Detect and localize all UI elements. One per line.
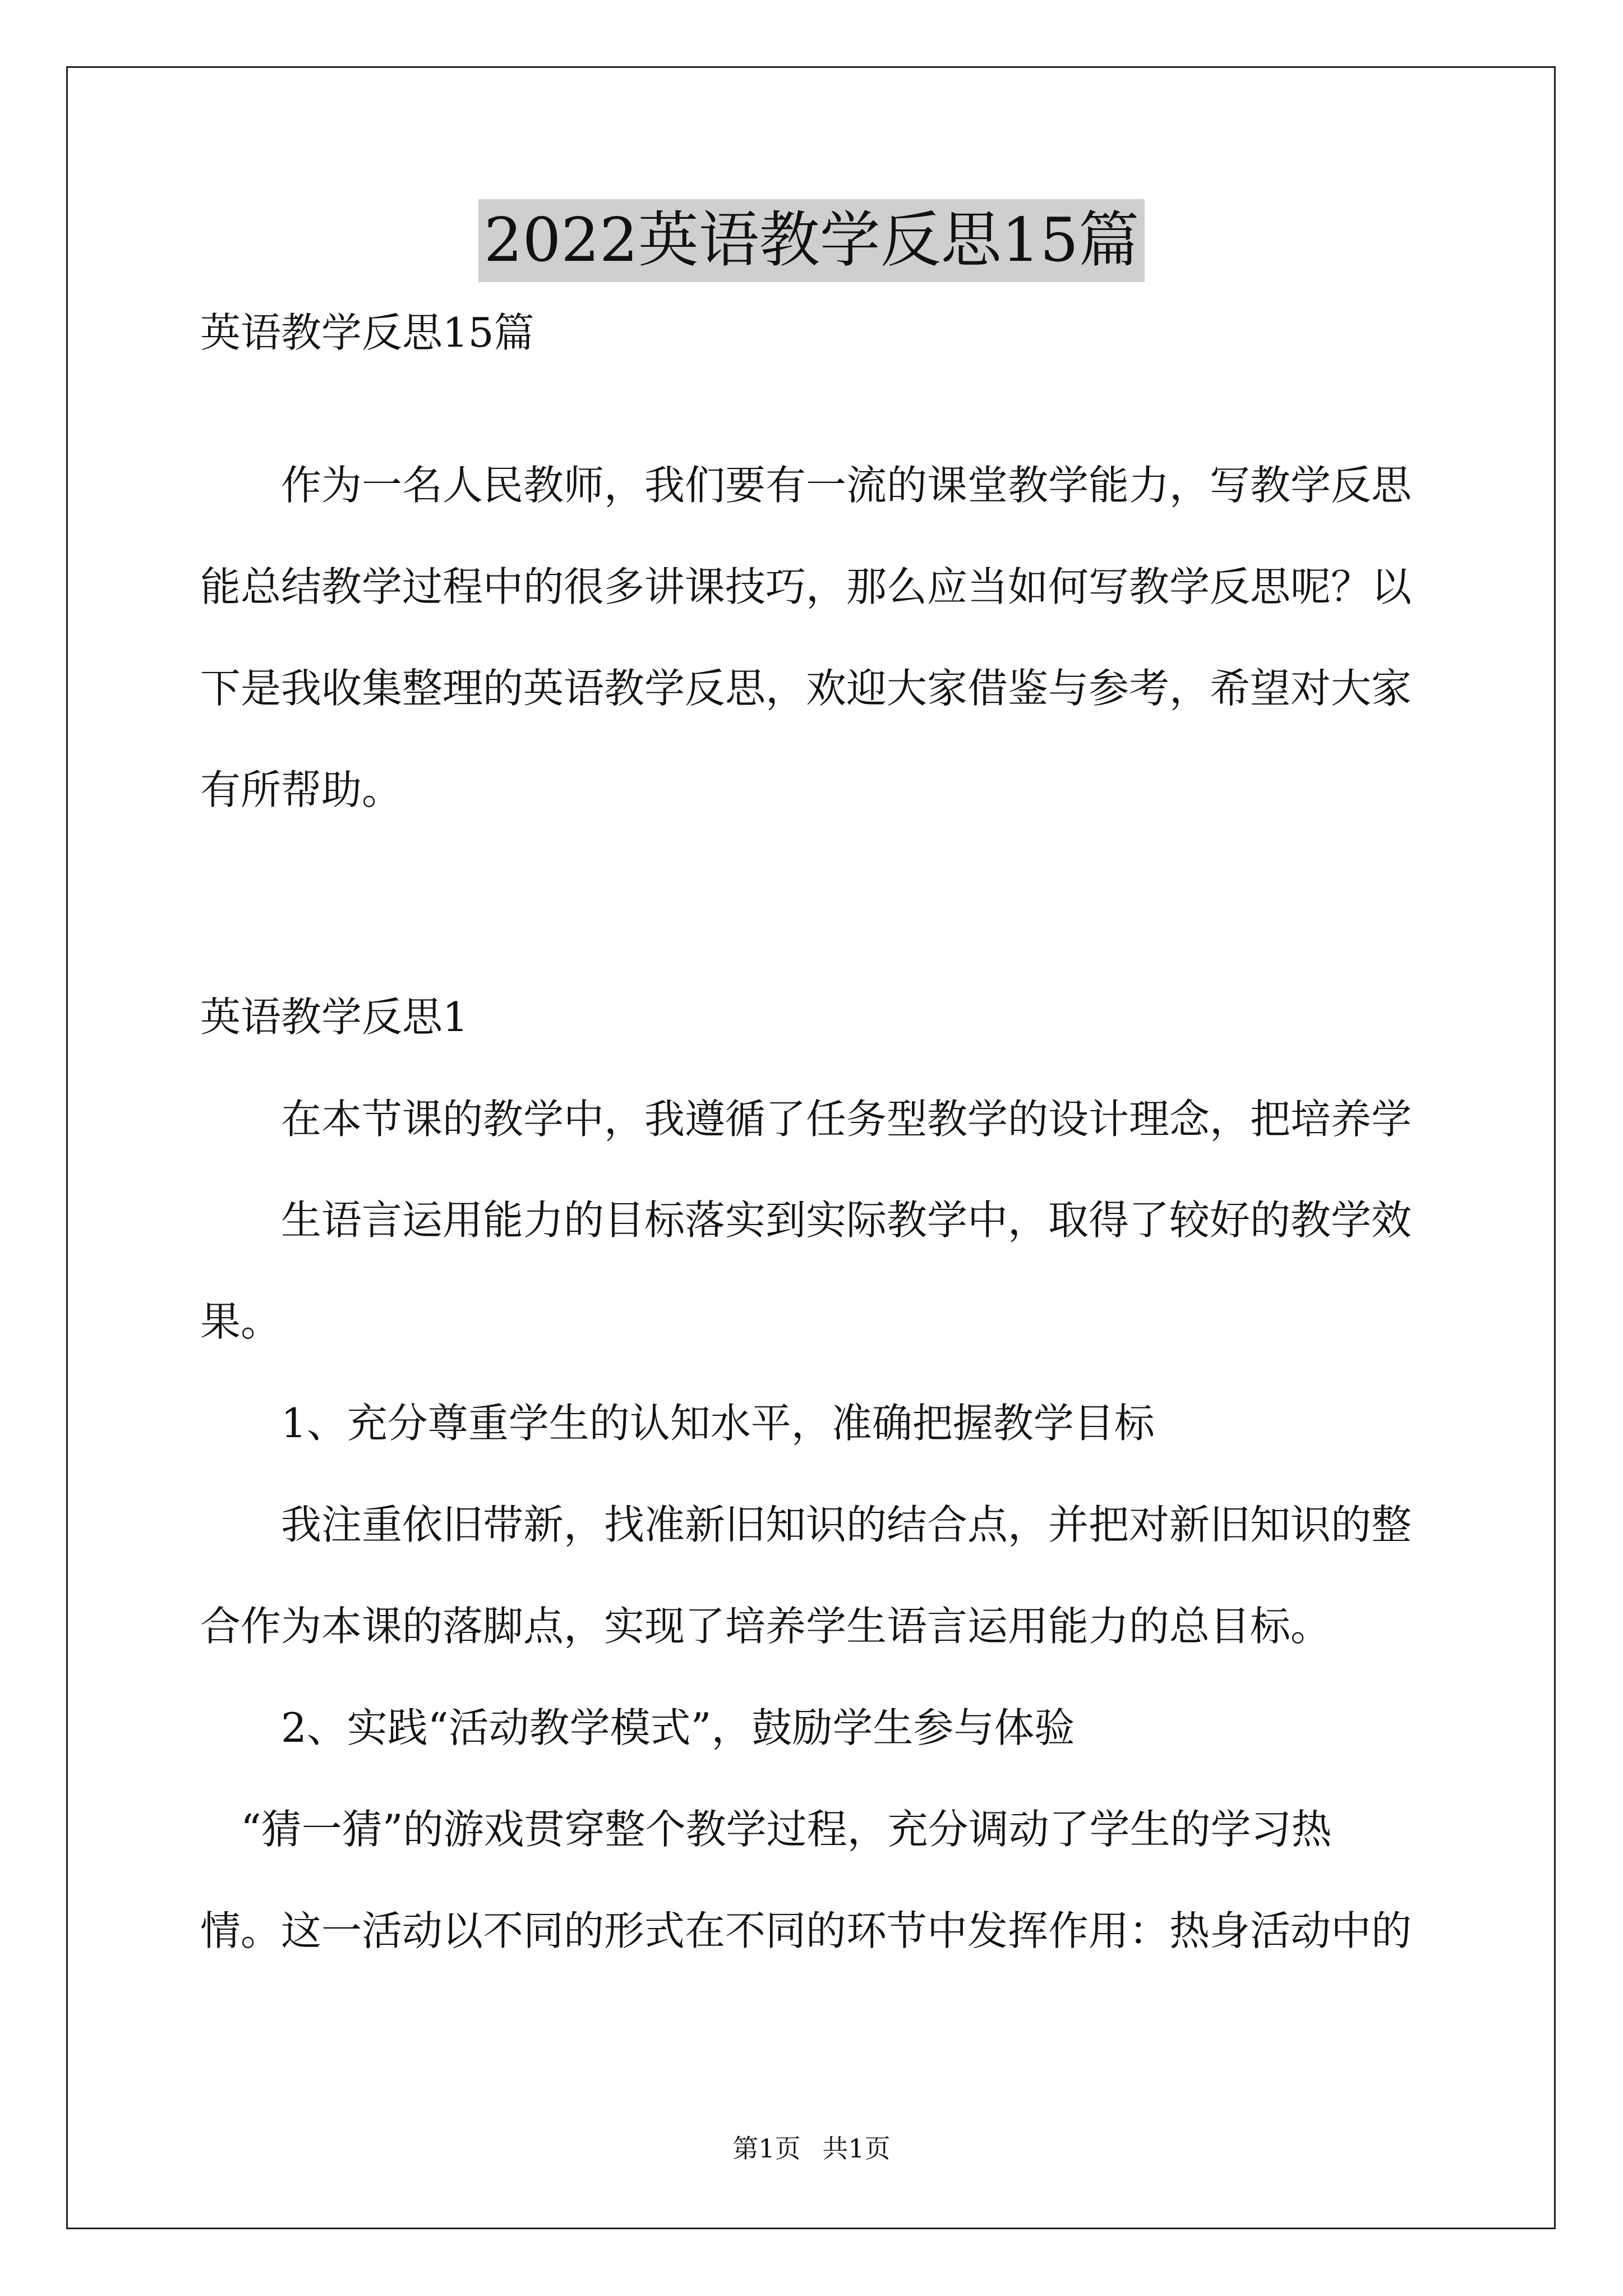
page-number-total: 共1页 xyxy=(822,2133,891,2164)
paragraph-line: 在本节课的教学中，我遵循了任务型教学的设计理念，把培养学 xyxy=(200,1096,1412,1143)
paragraph-line: 果。 xyxy=(200,1298,282,1345)
title-container xyxy=(0,199,1623,282)
subheading-line: 1、充分尊重学生的认知水平，准确把握教学目标 xyxy=(200,1400,1155,1447)
subheading-line: 2、实践“活动教学模式”，鼓励学生参与体验 xyxy=(200,1704,1075,1751)
paragraph-line: “猜一猜”的游戏贯穿整个教学过程，充分调动了学生的学习热 xyxy=(200,1806,1332,1853)
paragraph-line: 我注重依旧带新，找准新旧知识的结合点，并把对新旧知识的整 xyxy=(200,1501,1412,1548)
page-border xyxy=(66,66,1556,2229)
paragraph-line: 作为一名人民教师，我们要有一流的课堂教学能力，写教学反思 xyxy=(200,462,1412,509)
paragraph-line: 能总结教学过程中的很多讲课技巧，那么应当如何写教学反思呢？以 xyxy=(200,563,1412,610)
paragraph-line: 生语言运用能力的目标落实到实际教学中，取得了较好的教学效 xyxy=(200,1197,1412,1244)
section-heading: 英语教学反思1 xyxy=(200,993,468,1041)
page-number-current: 第1页 xyxy=(732,2133,801,2164)
document-title: 2022英语教学反思15篇 xyxy=(478,199,1145,282)
paragraph-line: 情。这一活动以不同的形式在不同的环节中发挥作用：热身活动中的 xyxy=(200,1907,1412,1954)
paragraph-line: 有所帮助。 xyxy=(200,766,403,813)
page-footer xyxy=(0,2132,1623,2165)
section-heading: 英语教学反思15篇 xyxy=(200,309,534,356)
paragraph-line: 下是我收集整理的英语教学反思，欢迎大家借鉴与参考，希望对大家 xyxy=(200,665,1412,712)
paragraph-line: 合作为本课的落脚点，实现了培养学生语言运用能力的总目标。 xyxy=(200,1603,1331,1650)
